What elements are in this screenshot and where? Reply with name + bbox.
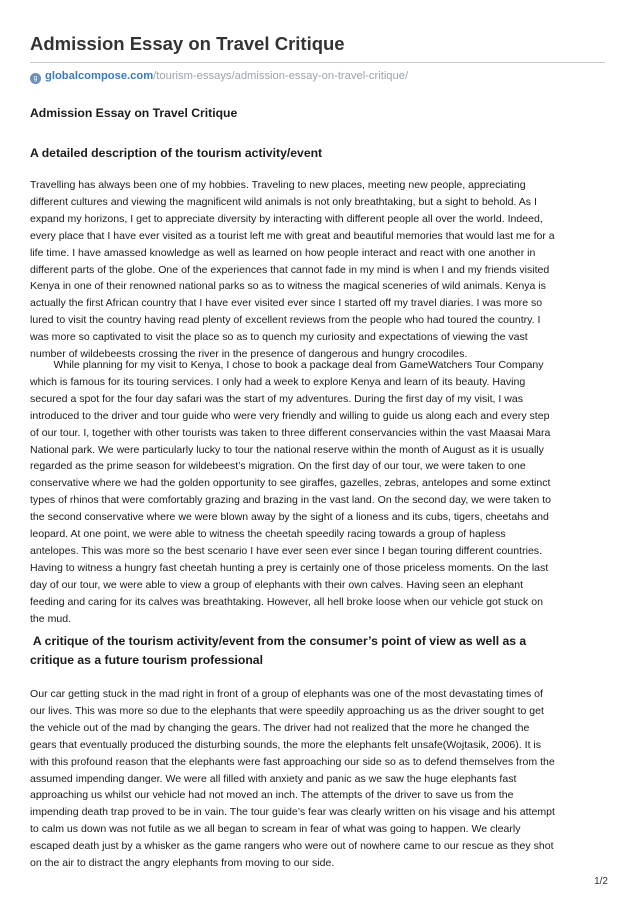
text-line: secured a spot for the four day safari was the start of my adventures. During the first day of my visit, I was (30, 392, 523, 405)
text-line: number of wildebeests crossing the river in the presence of dangerous and hungry crocodiles. (30, 348, 468, 361)
text-line: introduced to the driver and tour guide who were very friendly and willing to guide us along each and every step (30, 409, 550, 422)
text-line: types of rhinos that were comfortably grazing and brazing in the vast land. On the second day, we were taken to (30, 494, 551, 507)
text-line: every place that I have ever visited as a tourist left me with great and beautiful memories that would last me for a (30, 229, 555, 242)
text-line: escaped death just by a whisker as the game rangers who were out of nowhere came to our rescue as they shot (30, 840, 554, 853)
paragraph-3 (30, 686, 605, 872)
text-line: regarded as the prime season for wildebeest’s migration. On the first day of our tour, we were taken to one (30, 460, 526, 473)
source-domain[interactable]: globalcompose.com (45, 70, 154, 82)
text-line: assumed impending danger. We were all filled with anxiety and panic as we saw the huge elephants fast (30, 772, 517, 785)
text-line: lured to visit the country having read plenty of excellent reviews from the people who had toured the country. I (30, 314, 541, 327)
text-line: Having to witness a hungry fast cheetah hunting a prey is certainly one of those priceless moments. On the last (30, 561, 549, 574)
source-path[interactable]: /tourism-essays/admission-essay-on-travel-critique/ (153, 70, 409, 82)
paragraph-1 (30, 177, 605, 363)
text-line: different cultures and viewing the magnificent wild animals is not only breathtaking, but a sight to behold. As I (30, 195, 537, 208)
text-line: different parts of the globe. One of the experiences that cannot fade in my mind is when I and my friends visited (30, 263, 550, 276)
text-line: expand my horizons, I get to appreciate diversity by interacting with different people all over the world. Indeed, (30, 212, 543, 225)
text-line: Our car getting stuck in the mad right in front of a group of elephants was one of the most devastating times of (30, 688, 543, 700)
site-favicon-icon: g (30, 73, 41, 84)
text-line: antelopes. This was more so the best scenario I have ever seen ever since I began touring different countries. (30, 544, 543, 557)
section-heading-critique (30, 632, 526, 669)
document-title: Admission Essay on Travel Critique (30, 33, 345, 54)
text-line: the mud. (30, 612, 72, 625)
heading-line: critique as a future tourism professional (30, 652, 263, 667)
text-line: Travelling has always been one of my hobbies. Traveling to new places, meeting new people, appreciating (30, 179, 526, 191)
text-line: the second conservative where we were blown away by the sight of a lioness and its cubs, tigers, cheetahs and (30, 511, 549, 524)
text-line: day of our tour, we were able to view a group of elephants with their own calves. Having seen an elephant (30, 578, 524, 591)
text-line: feeding and caring for its calves was breathtaking. However, all hell broke loose when our vehicle got stuck on (30, 595, 543, 608)
text-line: impending death trap proved to be in vain. The tour guide’s fear was clearly written on his visage and his attempt (30, 806, 555, 819)
text-line: was more so captivated to visit the place so as to quench my curiosity and expectations of viewing the vast (30, 331, 528, 344)
paragraph-2 (30, 357, 605, 628)
source-line (30, 68, 408, 84)
text-line: gears that eventually produced the disturbing sounds, the more the elephants felt unsafe(Wojtasik, 2006). It is (30, 738, 542, 751)
text-line: Kenya in one of their renowned national parks so as to witness the magical sceneries of wild animals. Kenya is (30, 280, 546, 293)
text-line: life time. I have amassed knowledge as well as learned on how people interact and react with one another in (30, 246, 536, 259)
text-line: approaching us whilst our vehicle had not moved an inch. The attempts of the driver to save us from the (30, 789, 514, 802)
article-heading: Admission Essay on Travel Critique (30, 106, 238, 120)
text-line: on the air to distract the angry elephants from moving to our side. (30, 857, 335, 870)
text-line: our lives. This was more so due to the elephants that were speedily approaching us as the driver sought to get (30, 704, 544, 717)
text-line: National park. We were particularly lucky to tour the national reserve within the month of August as it is usually (30, 443, 544, 456)
text-line: leopard. At one point, we were able to witness the cheetah speedily racing towards a group of hapless (30, 528, 506, 541)
text-line: which is famous for its touring services. I only had a week to explore Kenya and learn of its beauty. Having (30, 375, 526, 388)
text-line: of our tour. I, together with other tourists was taken to three different conservancies within the vast Maasai Mara (30, 426, 551, 439)
text-line: actually the first African country that I have ever visited ever since I started off my travel diaries. I was more so (30, 297, 543, 310)
section-heading-description: A detailed description of the tourism activity/event (30, 146, 323, 160)
page-number: 1/2 (594, 876, 608, 887)
heading-line: A critique of the tourism activity/event from the consumer’s point of view as well as a (30, 634, 527, 648)
text-line: conservative where we had the golden opportunity to see giraffes, gazelles, zebras, antelopes and some extinct (30, 477, 551, 490)
text-line: to calm us down was not futile as we all began to scream in fear of what was going to happen. We clearly (30, 823, 521, 836)
text-line: with this profound reason that the elephants were fast approaching our side so as to defend themselves from the (30, 755, 555, 768)
text-line: the vehicle out of the mad by changing the gears. The driver had not realized that the more he changed the (30, 721, 530, 734)
text-line: While planning for my visit to Kenya, I chose to book a package deal from GameWatchers Tour Company (30, 359, 544, 371)
title-divider (30, 62, 605, 63)
